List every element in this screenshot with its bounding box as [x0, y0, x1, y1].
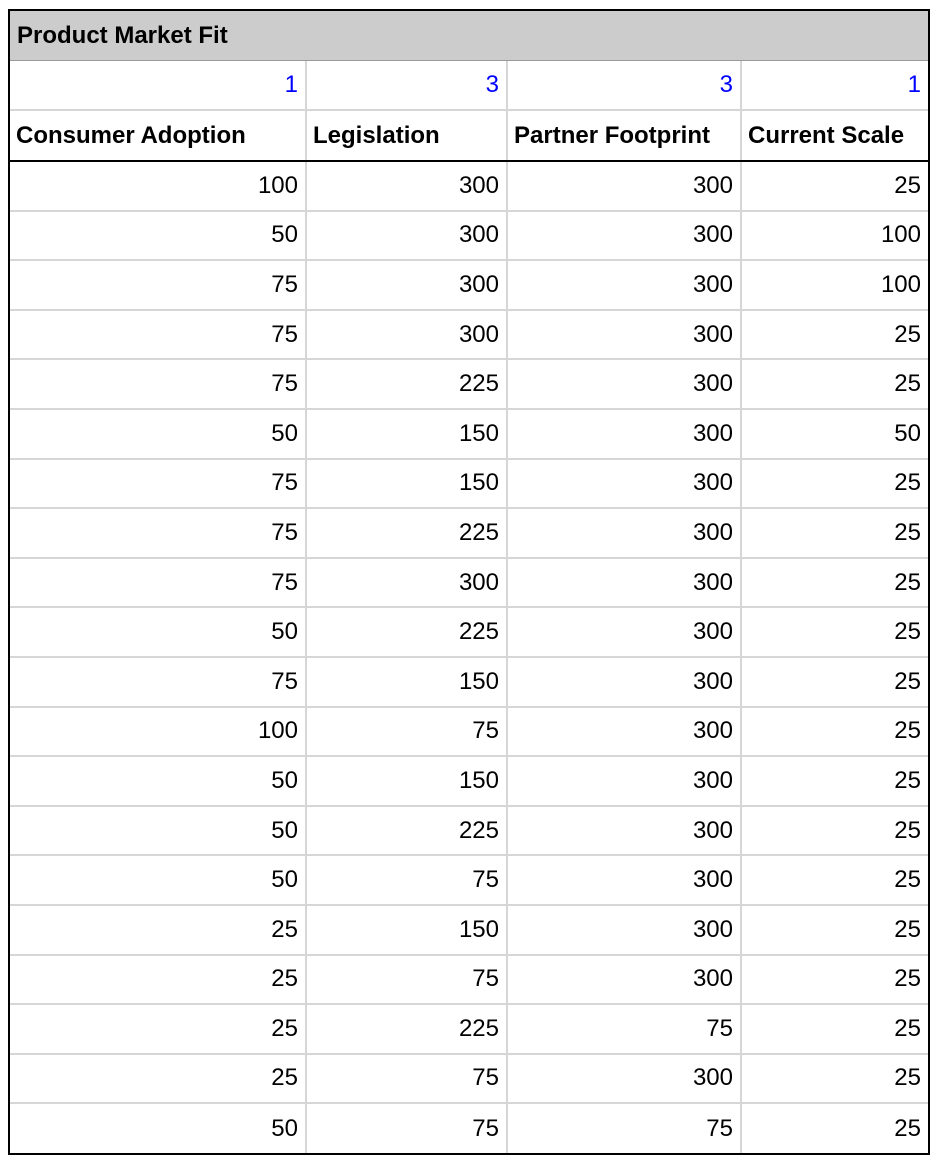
cell-consumer-adoption[interactable]: 25 [10, 1054, 306, 1104]
table-row [10, 1004, 928, 1054]
cell-legislation[interactable]: 225 [306, 607, 507, 657]
column-header-partner-footprint[interactable]: Partner Footprint [507, 110, 741, 161]
cell-legislation[interactable]: 75 [306, 955, 507, 1005]
cell-consumer-adoption[interactable]: 50 [10, 806, 306, 856]
cell-current-scale[interactable]: 25 [741, 855, 928, 905]
weight-cell-current-scale[interactable]: 1 [741, 61, 928, 110]
cell-current-scale[interactable]: 25 [741, 607, 928, 657]
cell-legislation[interactable]: 300 [306, 161, 507, 211]
cell-current-scale[interactable]: 25 [741, 1054, 928, 1104]
table-row [10, 459, 928, 509]
cell-legislation[interactable]: 225 [306, 359, 507, 409]
column-header-consumer-adoption[interactable]: Consumer Adoption [10, 110, 306, 161]
table-row [10, 855, 928, 905]
weights-row [10, 61, 928, 110]
table-row [10, 905, 928, 955]
cell-legislation[interactable]: 75 [306, 855, 507, 905]
cell-partner-footprint[interactable]: 300 [507, 211, 741, 261]
table-row [10, 310, 928, 360]
cell-consumer-adoption[interactable]: 25 [10, 1004, 306, 1054]
cell-consumer-adoption[interactable]: 75 [10, 310, 306, 360]
cell-partner-footprint[interactable]: 300 [507, 260, 741, 310]
cell-partner-footprint[interactable]: 300 [507, 161, 741, 211]
spreadsheet-table [8, 9, 930, 1155]
table-row [10, 558, 928, 608]
cell-partner-footprint[interactable]: 300 [507, 707, 741, 757]
cell-legislation[interactable]: 225 [306, 508, 507, 558]
cell-legislation[interactable]: 225 [306, 806, 507, 856]
table-row [10, 707, 928, 757]
cell-legislation[interactable]: 300 [306, 211, 507, 261]
table-row [10, 409, 928, 459]
cell-legislation[interactable]: 75 [306, 1054, 507, 1104]
cell-current-scale[interactable]: 25 [741, 1004, 928, 1054]
table-row [10, 607, 928, 657]
cell-consumer-adoption[interactable]: 50 [10, 211, 306, 261]
cell-current-scale[interactable]: 25 [741, 161, 928, 211]
weight-cell-partner-footprint[interactable]: 3 [507, 61, 741, 110]
column-header-legislation[interactable]: Legislation [306, 110, 507, 161]
cell-consumer-adoption[interactable]: 75 [10, 359, 306, 409]
cell-legislation[interactable]: 300 [306, 310, 507, 360]
cell-partner-footprint[interactable]: 300 [507, 359, 741, 409]
cell-partner-footprint[interactable]: 300 [507, 1054, 741, 1104]
cell-legislation[interactable]: 75 [306, 707, 507, 757]
cell-partner-footprint[interactable]: 300 [507, 806, 741, 856]
cell-current-scale[interactable]: 25 [894, 1114, 921, 1142]
cell-legislation[interactable]: 150 [306, 459, 507, 509]
cell-consumer-adoption[interactable]: 50 [10, 855, 306, 905]
table-row [10, 211, 928, 261]
cell-consumer-adoption[interactable]: 75 [10, 508, 306, 558]
table-row [10, 508, 928, 558]
cell-consumer-adoption[interactable]: 25 [10, 955, 306, 1005]
weight-cell-consumer-adoption[interactable]: 1 [10, 61, 306, 110]
cell-consumer-adoption[interactable]: 100 [10, 707, 306, 757]
table-row [10, 806, 928, 856]
table-row [10, 657, 928, 707]
cell-legislation[interactable]: 300 [306, 260, 507, 310]
cell-legislation[interactable]: 150 [306, 657, 507, 707]
cell-consumer-adoption[interactable]: 50 [10, 756, 306, 806]
table-row [10, 1054, 928, 1104]
table-row [10, 955, 928, 1005]
cell-partner-footprint[interactable]: 300 [507, 508, 741, 558]
cell-partner-footprint[interactable]: 300 [507, 558, 741, 608]
cell-partner-footprint[interactable]: 300 [507, 905, 741, 955]
header-row [10, 110, 928, 161]
cell-consumer-adoption[interactable]: 75 [10, 657, 306, 707]
cell-partner-footprint[interactable]: 300 [507, 657, 741, 707]
cell-current-scale[interactable]: 25 [741, 310, 928, 360]
cell-consumer-adoption[interactable]: 75 [10, 459, 306, 509]
cell-consumer-adoption[interactable]: 25 [10, 905, 306, 955]
cell-partner-footprint[interactable]: 300 [507, 310, 741, 360]
data-grid [10, 61, 928, 1153]
cell-consumer-adoption[interactable]: 75 [10, 260, 306, 310]
cell-partner-footprint[interactable]: 300 [507, 955, 741, 1005]
cell-current-scale[interactable]: 25 [741, 558, 928, 608]
table-row [10, 161, 928, 211]
cell-current-scale[interactable]: 25 [741, 707, 928, 757]
cell-partner-footprint[interactable]: 75 [507, 1004, 741, 1054]
cell-consumer-adoption[interactable]: 75 [10, 558, 306, 608]
cell-consumer-adoption[interactable]: 50 [10, 409, 306, 459]
cell-current-scale[interactable]: 25 [741, 459, 928, 509]
sheet-title[interactable]: Product Market Fit [10, 11, 928, 61]
cell-current-scale[interactable]: 25 [741, 657, 928, 707]
cell-current-scale[interactable]: 25 [741, 359, 928, 409]
table-row [10, 756, 928, 806]
cell-legislation[interactable]: 150 [306, 905, 507, 955]
cell-partner-footprint[interactable]: 300 [507, 459, 741, 509]
cell-current-scale[interactable]: 25 [741, 806, 928, 856]
cell-partner-footprint[interactable]: 300 [507, 607, 741, 657]
cell-current-scale[interactable]: 25 [741, 756, 928, 806]
cell-partner-footprint[interactable]: 300 [507, 756, 741, 806]
cell-current-scale[interactable]: 25 [741, 508, 928, 558]
cell-partner-footprint[interactable]: 300 [507, 409, 741, 459]
cell-partner-footprint[interactable]: 300 [507, 855, 741, 905]
column-header-current-scale[interactable]: Current Scale [741, 110, 928, 161]
cell-legislation[interactable]: 150 [306, 756, 507, 806]
cell-consumer-adoption[interactable]: 50 [10, 1103, 306, 1153]
cell-consumer-adoption[interactable]: 50 [10, 607, 306, 657]
table-row [10, 359, 928, 409]
cell-current-scale[interactable]: 25 [741, 955, 928, 1005]
cell-legislation[interactable]: 300 [306, 558, 507, 608]
cell-partner-footprint[interactable]: 75 [507, 1103, 741, 1153]
cell-current-scale[interactable]: 50 [741, 409, 928, 459]
cell-current-scale[interactable]: 100 [741, 211, 928, 261]
weight-cell-legislation[interactable]: 3 [306, 61, 507, 110]
cell-current-scale[interactable]: 25 [741, 905, 928, 955]
grid-body [10, 61, 928, 1153]
table-row [10, 1103, 928, 1153]
cell-legislation[interactable]: 75 [306, 1103, 507, 1153]
table-row [10, 260, 928, 310]
cell-current-scale[interactable]: 100 [741, 260, 928, 310]
cell-legislation[interactable]: 150 [306, 409, 507, 459]
cell-legislation[interactable]: 225 [306, 1004, 507, 1054]
cell-consumer-adoption[interactable]: 100 [10, 161, 306, 211]
